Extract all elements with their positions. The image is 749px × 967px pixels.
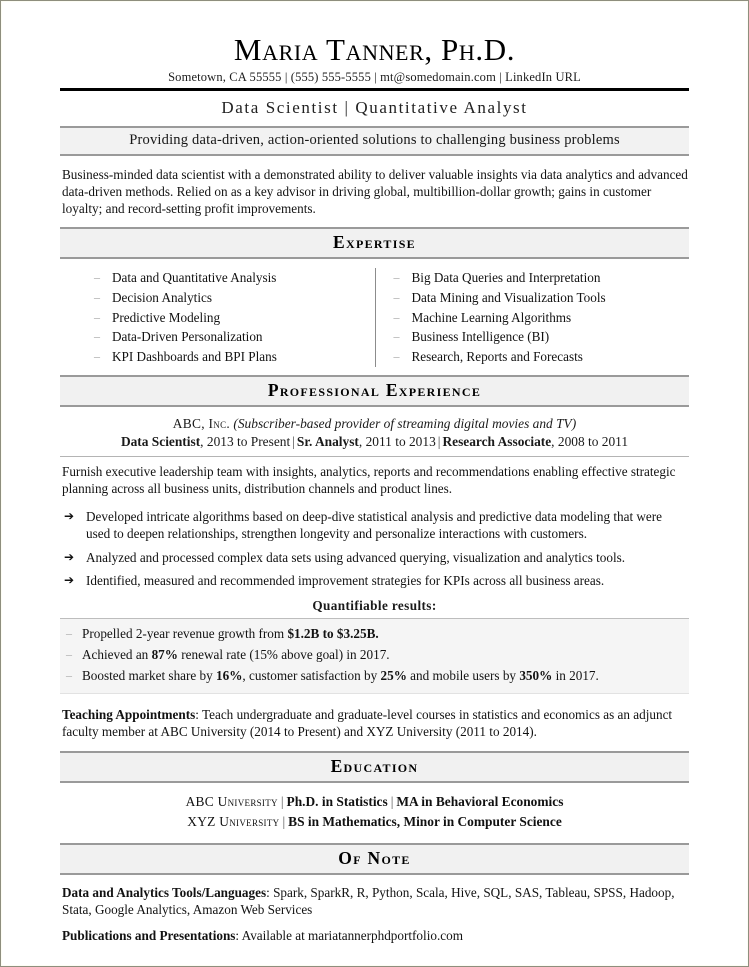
of-note-label: Publications and Presentations — [62, 927, 236, 943]
employer-name: ABC, Inc. — [172, 415, 231, 431]
education-degree: BS in Mathematics, Minor in Computer Science — [288, 814, 562, 830]
experience-bullet — [60, 569, 689, 593]
result-text: renewal rate (15% above goal) in 2017. — [177, 646, 390, 662]
expertise-item: – Big Data Queries and Interpretation — [412, 268, 690, 288]
professional-summary: Business-minded data scientist with a demonstrated ability to deliver valuable insights via data analytics and advanced data-driven methods. Relied on as a key advisor in driving global, multibillion-dollar growth; gains in customer loyalty; and record-setting profit improvements. — [62, 166, 688, 217]
of-note-label: Data and Analytics Tools/Languages — [62, 884, 267, 900]
section-header-expertise: Expertise — [60, 227, 689, 259]
education-separator: | — [282, 814, 286, 830]
of-note-line — [62, 884, 689, 927]
arrow-bullet-icon: ➔ — [64, 549, 75, 564]
tagline-banner: Providing data-driven, action-oriented solutions to challenging business problems — [60, 126, 689, 156]
expertise-columns — [60, 259, 689, 375]
expertise-item: – Business Intelligence (BI) — [412, 327, 690, 347]
experience-bullet-list — [60, 505, 689, 593]
result-text: in 2017. — [552, 667, 599, 683]
bullet-text: Identified, measured and recommended improvement strategies for KPIs across all business areas. — [86, 573, 605, 589]
result-text: and mobile users by — [406, 667, 520, 683]
experience-bullet — [60, 505, 689, 546]
expertise-item: – Predictive Modeling — [112, 308, 375, 328]
expertise-item: – Data Mining and Visualization Tools — [412, 288, 690, 308]
professional-headline: Data Scientist | Quantitative Analyst — [221, 97, 528, 117]
employer-line — [60, 407, 689, 434]
of-note-text: : Spark, SparkR, R, Python, Scala, Hive, SQL, SAS, Tableau, SPSS, Hadoop, Stata, Google Analytics, Amazon Web Services — [62, 884, 675, 918]
job-title: Data Scientist — [120, 433, 201, 449]
education-entry — [60, 812, 689, 832]
metric-highlight: 350% — [519, 667, 553, 683]
resume-page-inner — [1, 1, 748, 966]
teaching-label: Teaching Appointments — [62, 706, 196, 722]
of-note-text: : Available at mariatannerphdportfolio.com — [235, 927, 463, 943]
bullet-text: Developed intricate algorithms based on deep-dive statistical analysis and predictive data modeling that were used to deepen relationships, strengthen longevity and personalize interactions with customers. — [86, 508, 663, 542]
job-titles-line — [60, 434, 689, 456]
result-text: Boosted market share by — [82, 667, 217, 683]
candidate-name: Maria Tanner, Ph.D. — [233, 32, 516, 67]
expertise-item: – Data and Quantitative Analysis — [112, 268, 375, 288]
education-degree: MA in Behavioral Economics — [396, 794, 564, 810]
expertise-item: – Decision Analytics — [112, 288, 375, 308]
job-dates: , 2011 to 2013 — [358, 433, 436, 449]
expertise-item: – Research, Reports and Forecasts — [412, 347, 690, 367]
section-header-experience: Professional Experience — [60, 375, 689, 407]
job-title: Sr. Analyst — [296, 433, 359, 449]
expertise-item: – KPI Dashboards and BPI Plans — [112, 347, 375, 367]
teaching-text: : Teach undergraduate and graduate-level courses in statistics and economics as an adjunct faculty member at ABC University (2014 to Present) and XYZ University (2011 to 2014). — [62, 706, 673, 739]
of-note-line — [62, 927, 689, 953]
education-school: ABC University — [185, 794, 278, 810]
quantifiable-result-item — [60, 624, 689, 645]
quantifiable-result-item — [60, 645, 689, 666]
expertise-item: – Data-Driven Personalization — [112, 327, 375, 347]
education-school: XYZ University — [187, 814, 280, 830]
job-title: Research Associate — [442, 433, 552, 449]
employer-description: (Subscriber-based provider of streaming digital movies and TV) — [233, 415, 577, 431]
quantifiable-result-item — [60, 666, 689, 687]
education-separator: | — [280, 794, 284, 810]
result-text: Achieved an — [82, 646, 152, 662]
section-header-education: Education — [60, 751, 689, 783]
job-intro-paragraph: Furnish executive leadership team with insights, analytics, reports and recommendations enabling effective strategic planning across all business units, distribution channels and product lines. — [60, 456, 689, 505]
metric-highlight: $1.2B to $3.25B. — [287, 625, 379, 641]
metric-highlight: 25% — [380, 667, 407, 683]
bullet-text: Analyzed and processed complex data sets using advanced querying, visualization and analytics tools. — [86, 549, 626, 565]
metric-highlight: 87% — [151, 646, 178, 662]
title-separator: | — [292, 433, 295, 449]
result-text: , customer satisfaction by — [242, 667, 381, 683]
job-dates: , 2013 to Present — [200, 433, 291, 449]
quantifiable-results-title: Quantifiable results: — [312, 597, 437, 613]
expertise-item: – Machine Learning Algorithms — [412, 308, 690, 328]
arrow-bullet-icon: ➔ — [64, 573, 75, 588]
quantifiable-results-box — [60, 618, 689, 694]
expertise-column-left — [60, 268, 375, 367]
education-entry — [60, 792, 689, 812]
result-text: Propelled 2-year revenue growth from — [82, 625, 288, 641]
teaching-appointments — [60, 694, 689, 752]
arrow-bullet-icon: ➔ — [64, 508, 75, 523]
job-dates: , 2008 to 2011 — [551, 433, 629, 449]
metric-highlight: 16% — [216, 667, 243, 683]
title-separator: | — [437, 433, 441, 449]
expertise-column-right — [375, 268, 690, 367]
education-separator: | — [390, 794, 394, 810]
experience-bullet — [60, 546, 689, 570]
education-entries — [60, 783, 689, 842]
contact-line: Sometown, CA 55555 | (555) 555-5555 | mt@somedomain.com | LinkedIn URL — [168, 69, 581, 84]
section-header-of-note: Of Note — [60, 843, 689, 875]
education-degree: Ph.D. in Statistics — [286, 794, 388, 810]
of-note-lines — [60, 875, 689, 953]
